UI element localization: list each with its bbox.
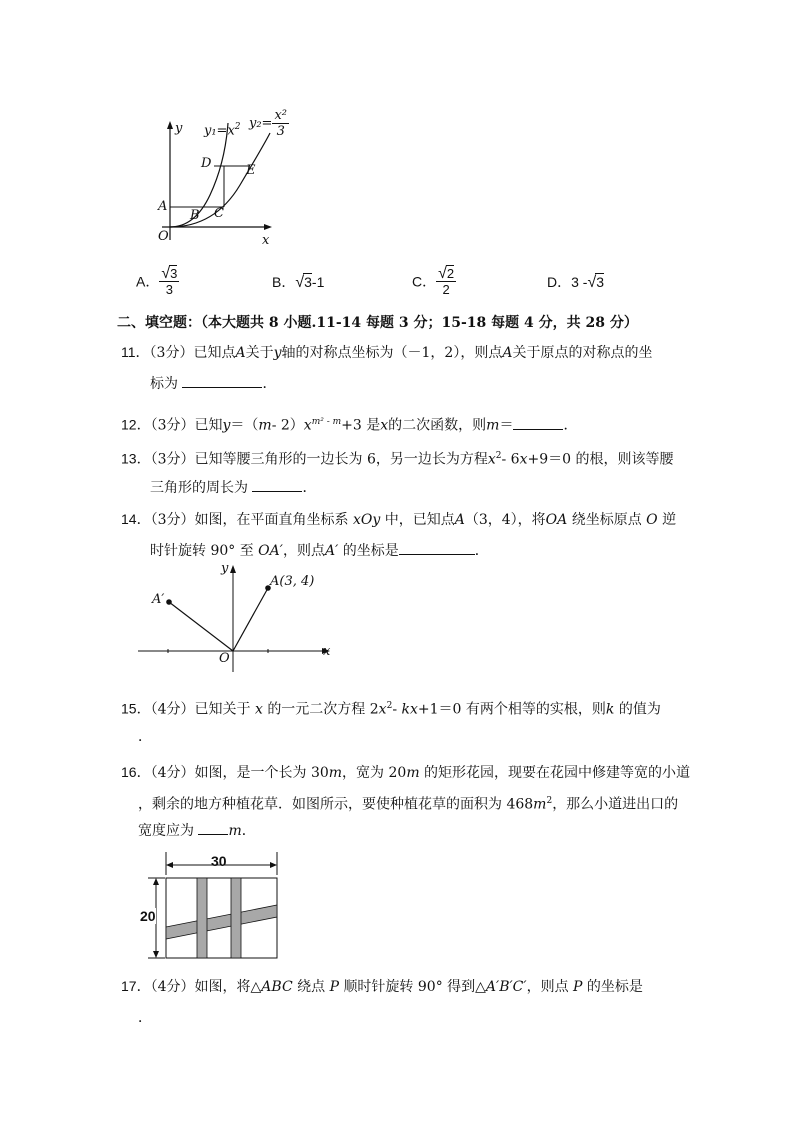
fig1-x-label: x xyxy=(262,233,270,248)
y-axis-arrow xyxy=(167,121,173,129)
question-14-line1: 14．（3分）如图，在平面直角坐标系 xOy 中，已知点A（3，4），将OA 绕坐标原点 O 逆 xyxy=(121,511,677,528)
choice-a[interactable]: A． $\frac{√3}{3}$ xyxy=(136,265,178,297)
fig2-point-a-prime: A′ xyxy=(152,592,165,607)
question-16-line2: ，剩余的地方种植花草．如图所示，要使种植花草的面积为 $468m^2$，那么小道进出口的 xyxy=(138,796,679,813)
fig1-y-label: y xyxy=(175,121,183,136)
question-11-line1: 11．（3分）已知点A关于y轴的对称点坐标为（－1，2），则点A关于原点的对称点的坐 xyxy=(121,344,653,361)
question-14-line2: 时针旋转 90° 至 OA′，则点A′ 的坐标是 ． xyxy=(150,540,489,561)
dim-arrow xyxy=(166,862,173,868)
question-12: 12．（3分）已知y＝（m- $2)x^{m^2 - m}+3$ 是x的二次函数，则m＝ ． xyxy=(121,416,578,434)
answer-blank-16[interactable] xyxy=(198,820,228,835)
point-b: B xyxy=(190,208,200,223)
question-16-line1: 16．（4分）如图，是一个长为 30m，宽为 20m 的矩形花园，现要在花园中修建等宽的小道 xyxy=(121,764,691,781)
question-17-line1: 17．（4分）如图，将△ABC 绕点 P 顺时针旋转 90° 得到△A′B′C′，则点 P 的坐标是 xyxy=(121,978,643,995)
answer-blank-14[interactable] xyxy=(399,540,475,555)
curve1-label: $y_1=x^2$ xyxy=(204,122,241,139)
point-d: D xyxy=(201,156,212,171)
point-c: C xyxy=(214,206,224,221)
choice-b[interactable]: B．√3-1 xyxy=(272,274,325,291)
dim-arrow xyxy=(153,878,159,885)
fig2-x-label: x xyxy=(323,644,331,659)
dim-arrow xyxy=(153,951,159,958)
question-13-line1: 13．（3分）已知等腰三角形的一边长为 6，另一边长为方程$x^2-$ 6x+9＝0 的根，则该等腰 xyxy=(121,450,674,468)
question-11-line2: 标为 ． xyxy=(150,373,276,394)
answer-blank-12[interactable] xyxy=(513,415,563,430)
question-15-line2: ． xyxy=(138,729,152,745)
fig2-point-a: A(3, 4) xyxy=(270,574,315,589)
segment-oa xyxy=(233,588,268,651)
fig2-origin: O xyxy=(219,651,230,666)
fig1-origin: O xyxy=(158,229,169,244)
choice-c[interactable]: C． $\frac{√2}{2}$ xyxy=(412,265,455,297)
question-15-line1: 15．（4分）已知关于 x 的一元二次方程 $2x^2-$ kx+1＝0 有两个相等的实根，则k 的值为 xyxy=(121,700,661,718)
answer-blank-13[interactable] xyxy=(252,477,302,492)
dim-arrow xyxy=(270,862,277,868)
section-title: 二、填空题：（本大题共 8 小题.11-14 每题 3 分；15-18 每题 4 分，共 28 分） xyxy=(117,315,638,331)
x-axis-arrow xyxy=(264,224,272,230)
garden-figure xyxy=(135,848,285,963)
answer-blank-11[interactable] xyxy=(182,373,262,388)
choice-d[interactable]: D．3 -√3 xyxy=(547,274,605,291)
question-13-line2: 三角形的周长为 ． xyxy=(150,477,316,498)
segment-oa-prime xyxy=(169,602,233,651)
curve2-label: y₂= $\frac{\text{x²}}{3}$ xyxy=(249,108,287,139)
fig2-y-label: y xyxy=(221,561,229,576)
question-17-line2: ． xyxy=(138,1010,152,1026)
question-16-line3: 宽度应为 m． xyxy=(138,820,256,841)
vertical-path-2 xyxy=(231,878,241,958)
point-a: A xyxy=(158,199,168,214)
garden-width-label: 20 xyxy=(140,908,156,924)
vertical-path-1 xyxy=(197,878,207,958)
dot-a-prime xyxy=(166,599,172,605)
garden-length-label: 30 xyxy=(211,853,227,869)
fig2-y-arrow xyxy=(230,565,236,573)
point-e: E xyxy=(246,163,256,178)
